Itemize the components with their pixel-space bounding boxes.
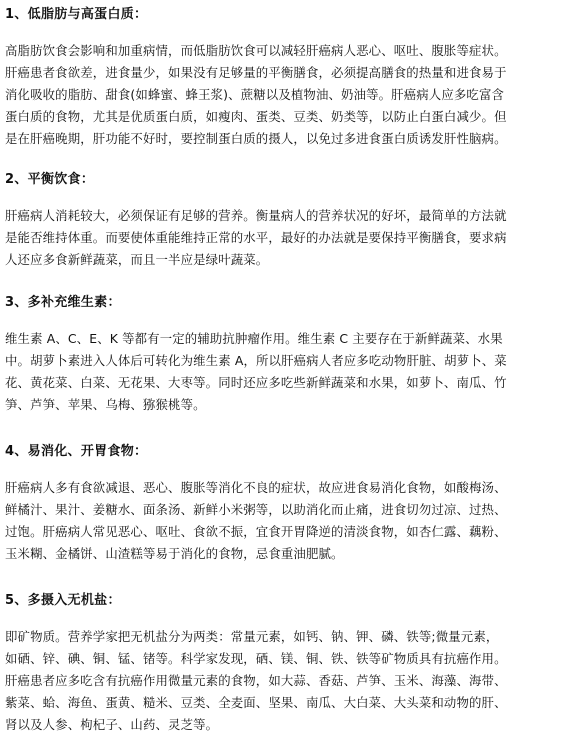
section-paragraph bbox=[5, 477, 560, 565]
paragraph-line: 肾以及人参、枸杞子、山药、灵芝等。 bbox=[5, 717, 219, 732]
section-heading: 3、多补充维生素： bbox=[5, 295, 121, 310]
section-heading: 4、易消化、开胃食物： bbox=[5, 444, 148, 459]
paragraph-line: 人还应多食新鲜蔬菜，而且一半应是绿叶蔬菜。 bbox=[5, 252, 269, 267]
section-heading: 2、平衡饮食： bbox=[5, 172, 95, 187]
paragraph-line: 紫菜、蛤、海鱼、蛋黄、糙米、豆类、全麦面、坚果、南瓜、大白菜、大头菜和动物的肝、 bbox=[5, 695, 507, 710]
section-paragraph bbox=[5, 328, 560, 416]
section-paragraph bbox=[5, 626, 560, 736]
paragraph-line: 花、黄花菜、白菜、无花果、大枣等。同时还应多吃些新鲜蔬菜和水果，如萝卜、南瓜、竹 bbox=[5, 375, 507, 390]
section-balanced-diet bbox=[5, 165, 560, 271]
section-heading: 5、多摄入无机盐： bbox=[5, 593, 121, 608]
section-heading: 1、低脂肪与高蛋白质： bbox=[5, 7, 148, 22]
section-paragraph bbox=[5, 205, 560, 271]
paragraph-line: 鲜橘汁、果汁、姜糖水、面条汤、新鲜小米粥等，以助消化而止痛，进食切勿过凉、过热、 bbox=[5, 502, 507, 517]
paragraph-line: 过饱。肝癌病人常见恶心、呕吐、食欲不振，宜食开胃降逆的清淡食物，如杏仁露、藕粉、 bbox=[5, 524, 507, 539]
paragraph-line: 笋、芦笋、苹果、乌梅、猕猴桃等。 bbox=[5, 397, 206, 412]
paragraph-line: 肝癌病人多有食欲减退、恶心、腹胀等消化不良的症状，故应进食易消化食物，如酸梅汤、 bbox=[5, 480, 507, 495]
paragraph-line: 蛋白质的食物，尤其是优质蛋白质，如瘦肉、蛋类、豆类、奶类等，以防止白蛋白减少。但 bbox=[5, 109, 507, 124]
section-vitamins bbox=[5, 288, 560, 416]
paragraph-line: 玉米糊、金橘饼、山渣糕等易于消化的食物，忌食重油肥腻。 bbox=[5, 546, 344, 561]
paragraph-line: 中。胡萝卜素进入人体后可转化为维生素 A，所以肝癌病人者应多吃动物肝脏、胡萝卜、菜 bbox=[5, 353, 507, 368]
section-digestible-food bbox=[5, 437, 560, 565]
section-low-fat-high-protein bbox=[5, 0, 560, 150]
paragraph-line: 是能否维持体重。而要使体重能维持正常的水平，最好的办法就是要保持平衡膳食，要求病 bbox=[5, 230, 507, 245]
section-paragraph bbox=[5, 40, 560, 150]
paragraph-line: 如硒、锌、碘、铜、锰、锗等。科学家发现，硒、镁、铜、铁、铁等矿物质具有抗癌作用。 bbox=[5, 651, 507, 666]
paragraph-line: 消化吸收的脂肪、甜食(如蜂蜜、蜂王浆)、蔗糖以及植物油、奶油等。肝癌病人应多吃富含 bbox=[5, 87, 505, 102]
paragraph-line: 肝癌病人消耗较大，必须保证有足够的营养。衡量病人的营养状况的好坏，最简单的方法就 bbox=[5, 208, 507, 223]
paragraph-line: 维生素 A、C、E、K 等都有一定的辅助抗肿瘤作用。维生素 C 主要存在于新鲜蔬菜、水果 bbox=[5, 331, 503, 346]
paragraph-line: 即矿物质。营养学家把无机盐分为两类：常量元素，如钙、钠、钾、磷、铁等;微量元素， bbox=[5, 629, 499, 644]
section-minerals bbox=[5, 586, 560, 736]
paragraph-line: 肝癌患者应多吃含有抗癌作用微量元素的食物，如大蒜、香菇、芦笋、玉米、海藻、海带、 bbox=[5, 673, 507, 688]
paragraph-line: 高脂肪饮食会影响和加重病情，而低脂肪饮食可以减轻肝癌病人恶心、呕吐、腹胀等症状。 bbox=[5, 43, 507, 58]
paragraph-line: 是在肝癌晚期，肝功能不好时，要控制蛋白质的摄人，以免过多进食蛋白质诱发肝性脑病。 bbox=[5, 131, 507, 146]
paragraph-line: 肝癌患者食欲差，进食量少，如果没有足够量的平衡膳食，必须提高膳食的热量和进食易于 bbox=[5, 65, 507, 80]
